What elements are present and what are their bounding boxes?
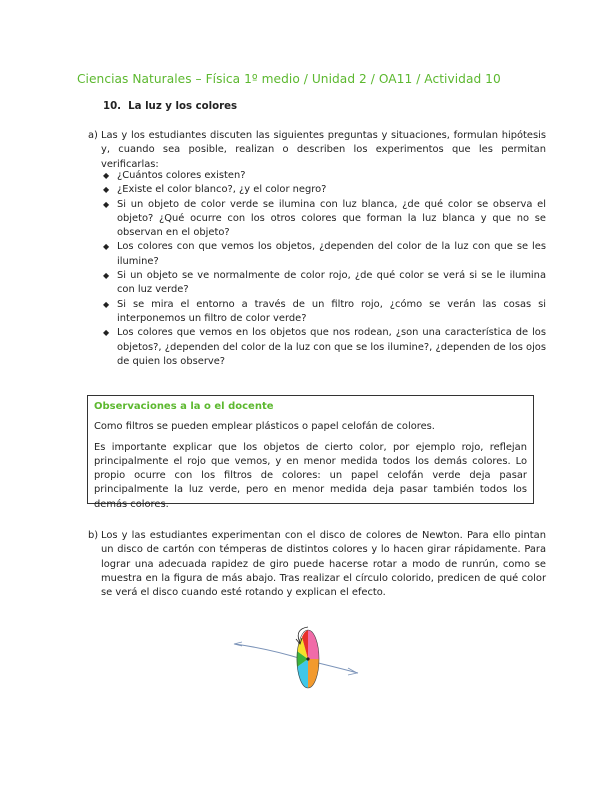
newton-disk-figure (230, 623, 360, 693)
bullet-icon: ◆ (103, 299, 110, 309)
part-b-text: Los y las estudiantes experimentan con el disco de colores de Newton. Para ello pintan un disco de cartón con témperas de distintos colores y lo hacen girar rápidamente. Para lograr una adecuada rapidez de giro puede hacerse rotar a modo de runrún, como se muestra en la figura de más abajo. Tras realizar el círculo colorido, predicen de qué color se verá el disco cuando esté rotando y explican el efecto. (101, 530, 546, 599)
part-a-intro-text: Las y los estudiantes discuten las siguientes preguntas y situaciones, formulan hipótesis y, cuando sea posible, realizan o describen los experimentos que les permitan verificarlas: (101, 130, 546, 170)
list-item: ◆ Si un objeto de color verde se ilumina con luz blanca, ¿de qué color se observa el objeto? ¿Qué ocurre con los otros colores que forman la luz blanca y que no se observan en el objeto? (103, 198, 546, 239)
list-item: ◆ Si un objeto se ve normalmente de color rojo, ¿de qué color se verá si se le ilumina con luz verde? (103, 270, 546, 296)
bullet-icon: ◆ (103, 199, 110, 209)
list-item: ◆ ¿Cuántos colores existen? (101, 169, 546, 183)
section-number: 10. (103, 101, 122, 112)
list-item: ◆ Si se mira el entorno a través de un filtro rojo, ¿cómo se verán las cosas si interponemos un filtro de color verde? (103, 298, 546, 324)
section-heading: La luz y los colores (128, 101, 238, 112)
observations-title: Observaciones a la o el docente (94, 401, 274, 412)
observations-paragraph-1: Como filtros se pueden emplear plásticos o papel celofán de colores. (94, 421, 435, 433)
bullet-icon: ◆ (103, 328, 110, 338)
list-item: ◆ Los colores con que vemos los objetos, ¿dependen del color de la luz con que se les ilumine? (103, 241, 546, 267)
bullet-icon: ◆ (103, 242, 110, 252)
page-header: Ciencias Naturales – Física 1º medio / Unidad 2 / OA11 / Actividad 10 (77, 72, 501, 86)
list-item: ◆ ¿Existe el color blanco?, ¿y el color negro? (101, 183, 546, 197)
part-b-label: b) (88, 530, 99, 541)
list-item: ◆ Los colores que vemos en los objetos que nos rodean, ¿son una característica de los objetos?, ¿dependen del color de la luz con que se los ilumine?, ¿dependen de los ojos de quien los observe? (103, 327, 546, 367)
part-b (88, 529, 546, 600)
string-left (235, 644, 302, 659)
bullet-icon: ◆ (103, 185, 110, 195)
teacher-observations-box (87, 395, 534, 510)
question-list (101, 169, 546, 369)
bullet-icon: ◆ (103, 271, 110, 281)
observations-paragraph-2: Es importante explicar que los objetos de cierto color, por ejemplo rojo, reflejan principalmente el rojo que vemos, y en menor medida todos los demás colores. Lo propio ocurre con los filtros de colores: un papel celofán verde deja pasar principalmente la luz verde, pero en menor medida deja pasar también todos los demás colores. (94, 441, 527, 510)
section-title (103, 101, 237, 112)
part-a-intro (88, 129, 546, 172)
bullet-icon: ◆ (103, 171, 110, 180)
part-a-label: a) (88, 130, 98, 141)
disk-center-hole (306, 657, 309, 660)
